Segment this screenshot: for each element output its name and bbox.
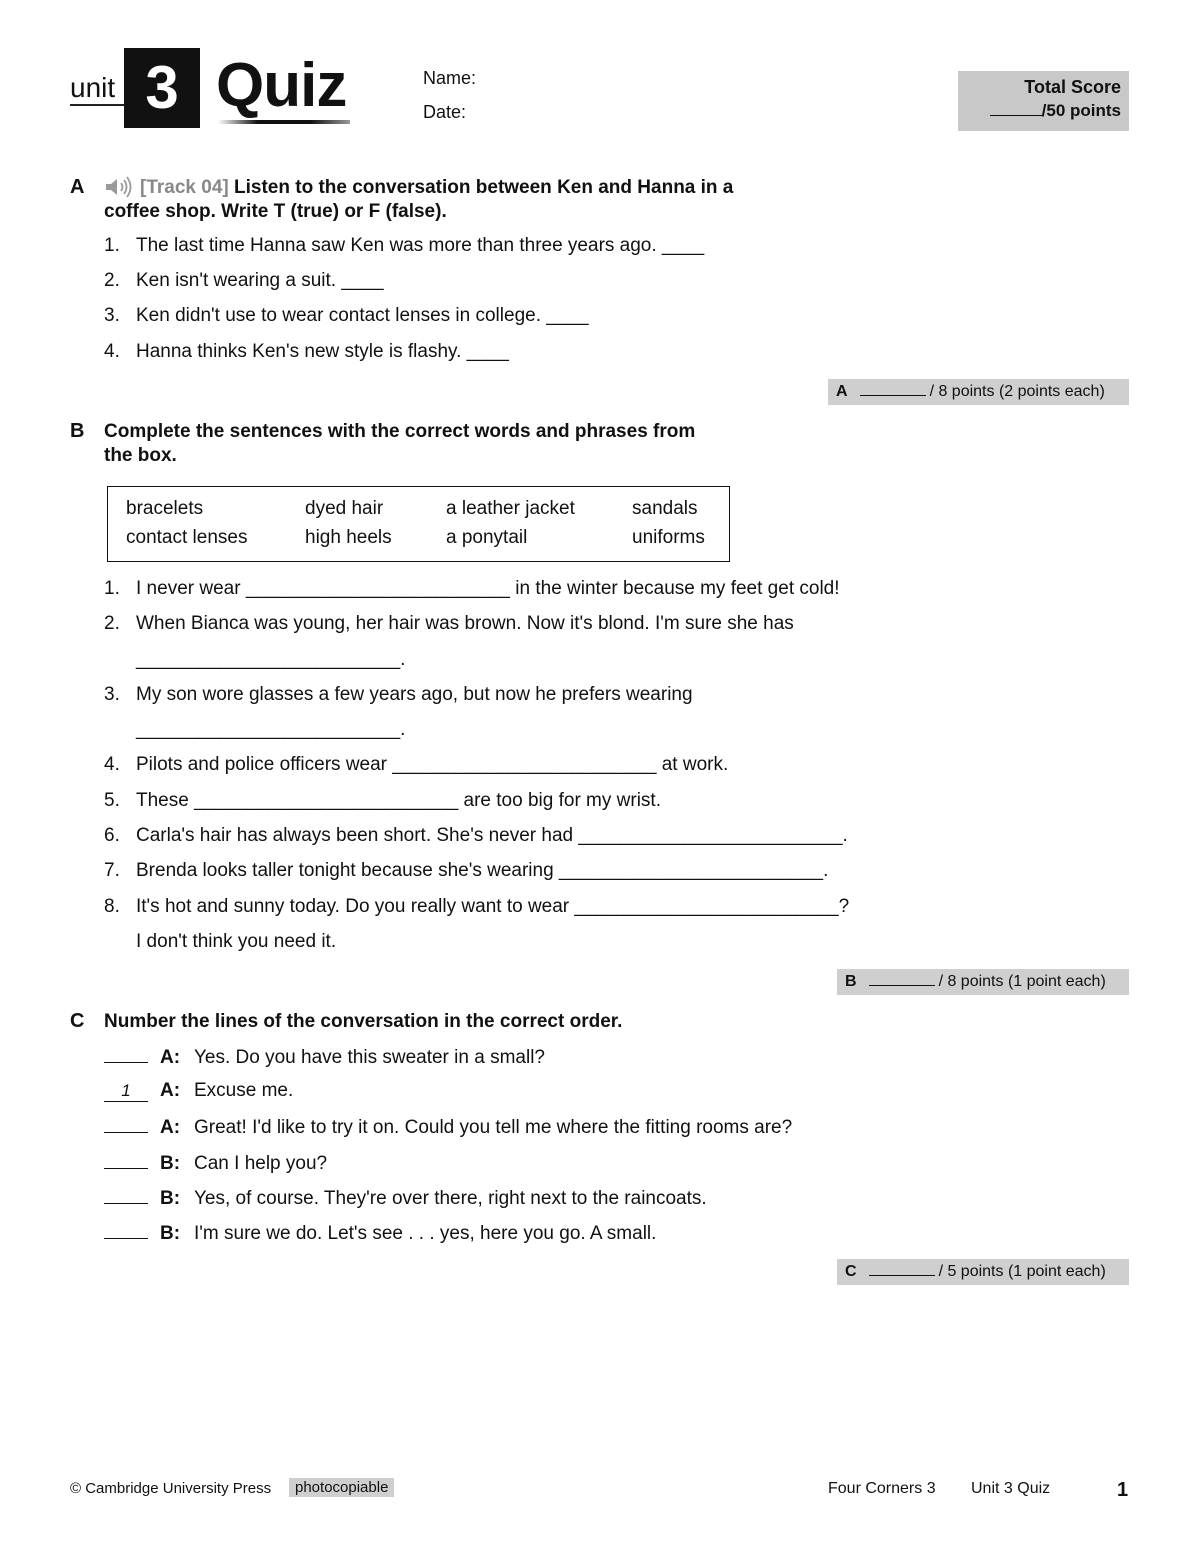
conversation-line: B: Can I help you?: [104, 1150, 327, 1176]
section-a-score: A / 8 points (2 points each): [828, 379, 1129, 405]
word-box-item: dyed hair: [305, 498, 384, 519]
list-item: I don't think you need it.: [136, 931, 337, 952]
list-item: 3. My son wore glasses a few years ago, but now he prefers wearing: [104, 684, 693, 705]
order-blank[interactable]: [104, 1185, 148, 1204]
quiz-title: Quiz: [216, 51, 347, 120]
word-box-item: sandals: [632, 498, 698, 519]
list-item: 6. Carla's hair has always been short. She's never had _________________________.: [104, 825, 848, 846]
page-number: 1: [1117, 1479, 1129, 1501]
order-blank[interactable]: [104, 1150, 148, 1169]
section-c-instruction: Number the lines of the conversation in the correct order.: [104, 1011, 623, 1032]
conversation-line: A: Great! I'd like to try it on. Could you tell me where the fitting rooms are?: [104, 1114, 792, 1140]
section-b-instruction-line1: Complete the sentences with the correct words and phrases from: [104, 421, 696, 442]
list-item: 4. Hanna thinks Ken's new style is flashy. ____: [104, 341, 509, 362]
date-label: Date:: [423, 102, 467, 122]
name-label: Name:: [423, 68, 477, 88]
list-item: 1. The last time Hanna saw Ken was more than three years ago. ____: [104, 235, 705, 256]
footer-unit-title: Unit 3 Quiz: [971, 1480, 1051, 1497]
word-box-item: a leather jacket: [446, 498, 575, 519]
total-score-title: Total Score: [1024, 77, 1121, 97]
word-box-item: a ponytail: [446, 527, 528, 548]
order-blank[interactable]: 1: [104, 1083, 148, 1102]
photocopiable-badge: photocopiable: [289, 1478, 394, 1497]
list-item: 5. These _________________________ are too big for my wrist.: [104, 790, 661, 811]
section-a-instruction-line1: Listen to the conversation between Ken and Hanna in a: [234, 177, 734, 198]
total-score-points: /50 points: [1041, 101, 1121, 120]
section-a-letter: A: [70, 176, 85, 198]
total-score-box: [958, 71, 1129, 131]
word-box: [107, 486, 730, 562]
conversation-line: A: Yes. Do you have this sweater in a small?: [104, 1044, 545, 1070]
conversation-line: 1 A: Excuse me.: [104, 1079, 293, 1103]
conversation-line: B: I'm sure we do. Let's see . . . yes, here you go. A small.: [104, 1220, 656, 1246]
section-b-score-blank[interactable]: [869, 971, 935, 986]
unit-underline: [70, 104, 130, 106]
section-b-instruction-line2: the box.: [104, 445, 177, 466]
list-item: _________________________.: [136, 719, 406, 740]
quiz-title-underline: [218, 120, 350, 124]
list-item: _________________________.: [136, 649, 406, 670]
list-item: 3. Ken didn't use to wear contact lenses in college. ____: [104, 305, 589, 326]
list-item: 1. I never wear _________________________ in the winter because my feet get cold!: [104, 578, 840, 599]
track-label: [Track 04]: [140, 177, 229, 198]
unit-number-badge: 3: [124, 48, 200, 128]
section-b-letter: B: [70, 420, 85, 442]
total-score-line: [990, 101, 1121, 121]
conversation-line: B: Yes, of course. They're over there, right next to the raincoats.: [104, 1185, 707, 1211]
section-b-score: B / 8 points (1 point each): [837, 969, 1129, 995]
list-item: 8. It's hot and sunny today. Do you really want to wear _________________________?: [104, 896, 850, 917]
section-c-letter: C: [70, 1010, 85, 1032]
section-a-instruction-line2: coffee shop. Write T (true) or F (false).: [104, 201, 447, 222]
list-item: 4. Pilots and police officers wear _________________________ at work.: [104, 754, 729, 775]
order-blank[interactable]: [104, 1220, 148, 1239]
order-blank[interactable]: [104, 1114, 148, 1133]
unit-label: unit: [70, 72, 116, 103]
section-c-score: C / 5 points (1 point each): [837, 1259, 1129, 1285]
word-box-item: high heels: [305, 527, 392, 548]
total-score-blank[interactable]: [990, 101, 1042, 116]
word-box-item: bracelets: [126, 498, 204, 519]
section-c-score-blank[interactable]: [869, 1261, 935, 1276]
copyright: © Cambridge University Press: [70, 1480, 272, 1497]
list-item: 2. Ken isn't wearing a suit. ____: [104, 270, 384, 291]
word-box-item: uniforms: [632, 527, 705, 548]
speaker-icon: [104, 176, 134, 203]
footer-book-title: Four Corners 3: [828, 1480, 936, 1497]
list-item: 7. Brenda looks taller tonight because she's wearing _________________________.: [104, 860, 829, 881]
order-blank[interactable]: [104, 1044, 148, 1063]
section-a-score-blank[interactable]: [860, 381, 926, 396]
list-item: 2. When Bianca was young, her hair was brown. Now it's blond. I'm sure she has: [104, 613, 794, 634]
section-a-instruction: [140, 176, 733, 200]
word-box-item: contact lenses: [126, 527, 248, 548]
